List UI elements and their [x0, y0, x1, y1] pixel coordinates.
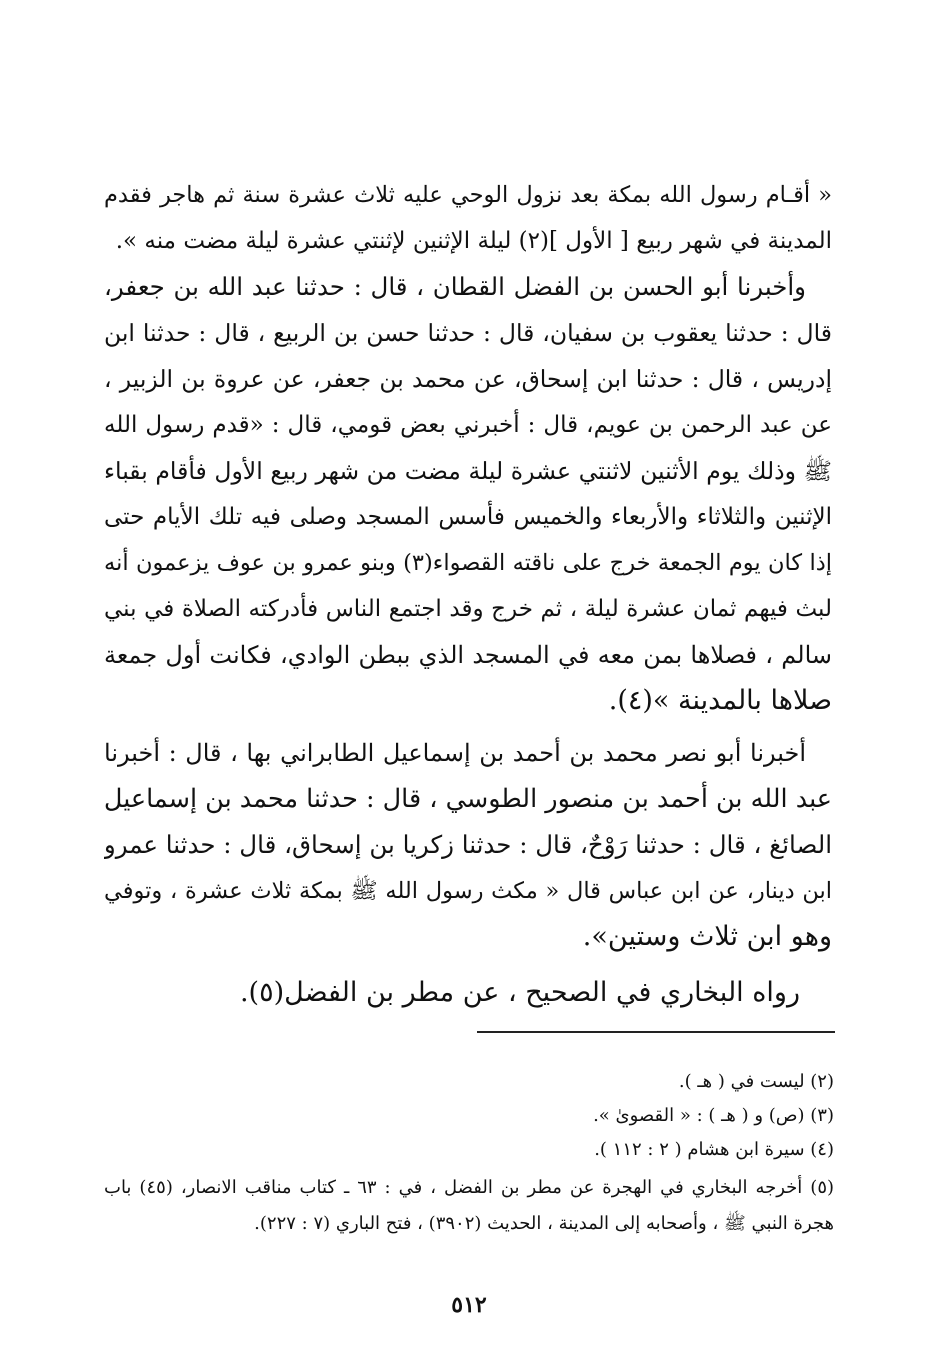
text-line: إذا كان يوم الجمعة خرج على ناقته القصواء(٣) وبنو عمرو بن عوف يزعمون أنه — [104, 550, 832, 576]
text-line: صلاها بالمدينة »(٤). — [608, 685, 832, 716]
text-line: ﷺ وذلك يوم الأثنين لاثنتي عشرة ليلة مضت من شهر ربيع الأول فأقام بقباء — [104, 457, 832, 485]
text-line: أخبرنا أبو نصر محمد بن أحمد بن إسماعيل الطابراني بها ، قال : أخبرنا — [104, 739, 806, 767]
text-line: سالم ، فصلاها بمن معه في المسجد الذي ببطن الوادي، فكانت أول جمعة — [104, 641, 832, 669]
footnote: (٥) أخرجه البخاري في الهجرة عن مطر بن الفضل ، في : ٦٣ ـ كتاب مناقب الانصار، (٤٥) باب — [104, 1177, 834, 1198]
text-line: الصائغ ، قال : حدثنا رَوْحٌ، قال : حدثنا زكريا بن إسحاق، قال : حدثنا عمرو — [104, 830, 832, 859]
text-line: عن عبد الرحمن بن عويم، قال : أخبرني بعض قومي، قال : «قدم رسول الله — [104, 412, 832, 438]
text-line: « أقـام رسول الله بمكة بعد نزول الوحي عليه ثلاث عشرة سنة ثم هاجر فقدم — [104, 182, 832, 208]
footnote: (٣) (ص) و ( هـ ) : « القصوىٰ ». — [593, 1105, 834, 1126]
footnote-separator — [477, 1031, 835, 1033]
text-line: وأخبرنا أبو الحسن بن الفضل القطان ، قال : حدثنا عبد الله بن جعفر، — [104, 272, 806, 301]
text-line: إدريس ، قال : حدثنا ابن إسحاق، عن محمد بن جعفر، عن عروة بن الزبير ، — [104, 365, 832, 393]
text-line: عبد الله بن أحمد بن منصور الطوسي ، قال : حدثنا محمد بن إسماعيل — [104, 784, 832, 814]
text-line: ابن دينار، عن ابن عباس قال « مكث رسول الله ﷺ بمكة ثلاث عشرة ، وتوفي — [104, 878, 832, 904]
footnote: (٢) ليست في ( هـ ). — [678, 1071, 834, 1092]
text-line: قال : حدثنا يعقوب بن سفيان، قال : حدثنا حسن بن الربيع ، قال : حدثنا ابن — [104, 319, 832, 347]
footnote-continuation: هجرة النبي ﷺ ، وأصحابه إلى المدينة ، الحديث (٣٩٠٢) ، فتح الباري (٧ : ٢٢٧). — [254, 1213, 834, 1234]
text-line: لبث فيهم ثمان عشرة ليلة ، ثم خرج وقد اجتمع الناس فأدركته الصلاة في بني — [104, 596, 832, 622]
text-line: الإثنين والثلاثاء والأربعاء والخميس فأسس المسجد وصلى فيه تلك الأيام حتى — [104, 504, 832, 530]
narration-line: رواه البخاري في الصحيح ، عن مطر بن الفضل(٥). — [239, 977, 800, 1008]
page-number: ٥١٢ — [451, 1292, 487, 1318]
text-line: وهو ابن ثلاث وستين». — [582, 921, 832, 952]
footnote: (٤) سيرة ابن هشام ( ٢ : ١١٢ ). — [594, 1139, 834, 1160]
text-line: المدينة في شهر ربيع [ الأول ](٢) ليلة الإثنين لإثنتي عشرة ليلة مضت منه ». — [115, 228, 832, 254]
